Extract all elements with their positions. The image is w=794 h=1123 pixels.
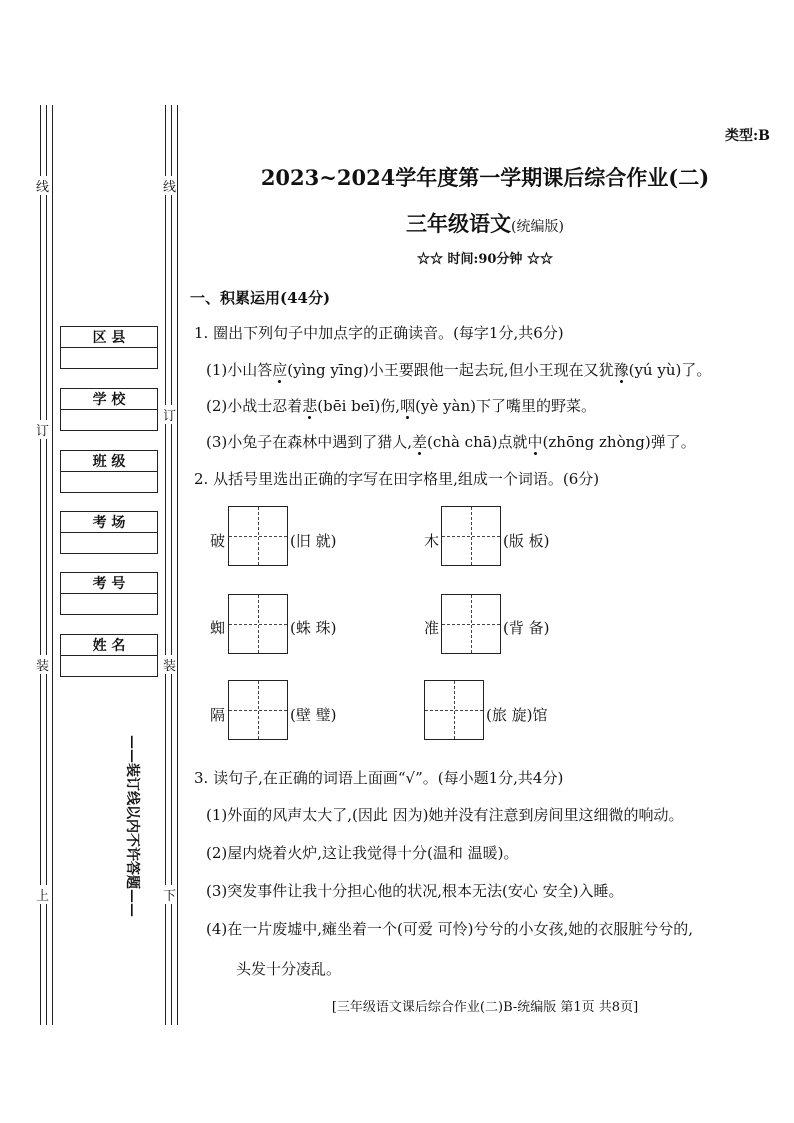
info-field-label: 学 校 bbox=[61, 389, 157, 410]
question-3-item-continued: 头发十分凌乱。 bbox=[236, 960, 342, 978]
info-field-county[interactable] bbox=[60, 326, 158, 369]
dotted-char: 中 bbox=[527, 433, 543, 451]
tian-options: (旅 旋)馆 bbox=[486, 706, 548, 724]
question-3-item: (3)突发事件让我十分担心他的状况,根本无法(安心 安全)入睡。 bbox=[206, 882, 624, 900]
question-3-stem: 3. 读句子,在正确的词语上面画“√”。(每小题1分,共4分) bbox=[194, 769, 564, 787]
binding-mark: 线 bbox=[163, 176, 176, 195]
binding-warning: ——装订线以内不许答题—— bbox=[124, 735, 140, 917]
dotted-char: 悲 bbox=[302, 397, 318, 415]
binding-mark: 上 bbox=[36, 885, 49, 904]
binding-mark: 订 bbox=[36, 420, 49, 439]
question-1-stem: 1. 圈出下列句子中加点字的正确读音。(每字1分,共6分) bbox=[194, 324, 564, 342]
info-field-school[interactable] bbox=[60, 388, 158, 431]
tian-grid-box[interactable] bbox=[441, 506, 501, 566]
tian-options: (背 备) bbox=[503, 619, 550, 637]
info-field-blank[interactable] bbox=[61, 656, 157, 676]
tian-options: (蛛 珠) bbox=[290, 619, 337, 637]
binding-mark: 线 bbox=[36, 176, 49, 195]
question-1-item bbox=[206, 395, 596, 416]
tian-options: (壁 璧) bbox=[290, 706, 337, 724]
item-text: (chà chā)点就 bbox=[427, 433, 528, 451]
tian-grid-box[interactable] bbox=[424, 680, 484, 740]
subtitle-main: 三年级语文 bbox=[406, 211, 512, 236]
item-text: (bēi beī)伤, bbox=[317, 397, 401, 415]
dotted-char: 豫 bbox=[613, 361, 629, 379]
info-field-label: 考 号 bbox=[61, 573, 157, 594]
dotted-char: 差 bbox=[412, 433, 428, 451]
info-field-label: 姓 名 bbox=[61, 635, 157, 656]
subtitle-edition: (统编版) bbox=[511, 219, 564, 235]
binding-line bbox=[177, 105, 178, 1025]
dotted-char: 应 bbox=[272, 361, 288, 379]
info-field-blank[interactable] bbox=[61, 533, 157, 553]
tian-prefix: 木 bbox=[424, 532, 440, 550]
tian-options: (版 板) bbox=[503, 532, 550, 550]
subtitle bbox=[190, 208, 780, 238]
info-field-name[interactable] bbox=[60, 634, 158, 677]
tian-grid-box[interactable] bbox=[441, 594, 501, 654]
binding-mark: 装 bbox=[36, 655, 49, 674]
item-text: (3)小兔子在森林中遇到了猎人, bbox=[206, 433, 413, 451]
type-label: 类型:B bbox=[724, 128, 770, 144]
question-2-stem: 2. 从括号里选出正确的字写在田字格里,组成一个词语。(6分) bbox=[194, 470, 600, 488]
binding-line bbox=[52, 105, 53, 1025]
binding-mark: 装 bbox=[163, 655, 176, 674]
tian-grid-box[interactable] bbox=[228, 506, 288, 566]
info-field-blank[interactable] bbox=[61, 348, 157, 368]
item-text: (yìng yīng)小王要跟他一起去玩,但小王现在又犹 bbox=[287, 361, 614, 379]
info-field-label: 区 县 bbox=[61, 327, 157, 348]
item-text: (zhōng zhòng)弹了。 bbox=[542, 433, 696, 451]
tian-prefix: 蜘 bbox=[210, 619, 226, 637]
dotted-char: 咽 bbox=[400, 397, 416, 415]
info-field-label: 考 场 bbox=[61, 512, 157, 533]
tian-prefix: 准 bbox=[424, 619, 440, 637]
tian-grid-box[interactable] bbox=[228, 594, 288, 654]
info-field-blank[interactable] bbox=[61, 472, 157, 492]
info-field-blank[interactable] bbox=[61, 594, 157, 614]
question-3-item: (4)在一片废墟中,瘫坐着一个(可爱 可怜)兮兮的小女孩,她的衣服脏兮兮的, bbox=[206, 920, 694, 938]
item-text: (yú yù)了。 bbox=[628, 361, 712, 379]
info-field-exam-number[interactable] bbox=[60, 572, 158, 615]
tian-prefix: 隔 bbox=[210, 706, 226, 724]
binding-mark: 订 bbox=[163, 405, 176, 424]
item-text: (2)小战士忍着 bbox=[206, 397, 303, 415]
item-text: (yè yàn)下了嘴里的野菜。 bbox=[415, 397, 596, 415]
item-text: (1)小山答 bbox=[206, 361, 273, 379]
info-field-exam-room[interactable] bbox=[60, 511, 158, 554]
binding-mark: 下 bbox=[163, 885, 176, 904]
tian-grid-box[interactable] bbox=[228, 680, 288, 740]
question-3-item: (1)外面的风声太大了,(因此 因为)她并没有注意到房间里这细微的响动。 bbox=[206, 806, 684, 824]
page-footer: [三年级语文课后综合作业(二)B-统编版 第1页 共8页] bbox=[331, 1000, 639, 1015]
info-field-label: 班 级 bbox=[61, 451, 157, 472]
section-heading: 一、积累运用(44分) bbox=[190, 289, 331, 307]
page-title: 2023~2024学年度第一学期课后综合作业(二) bbox=[260, 165, 710, 190]
exam-time: ☆☆ 时间:90分钟 ☆☆ bbox=[417, 252, 553, 267]
info-field-blank[interactable] bbox=[61, 410, 157, 430]
question-3-item: (2)屋内烧着火炉,这让我觉得十分(温和 温暖)。 bbox=[206, 844, 519, 862]
info-field-class[interactable] bbox=[60, 450, 158, 493]
question-1-item bbox=[206, 359, 711, 380]
tian-options: (旧 就) bbox=[290, 532, 337, 550]
tian-prefix: 破 bbox=[210, 532, 226, 550]
question-1-item bbox=[206, 431, 696, 452]
